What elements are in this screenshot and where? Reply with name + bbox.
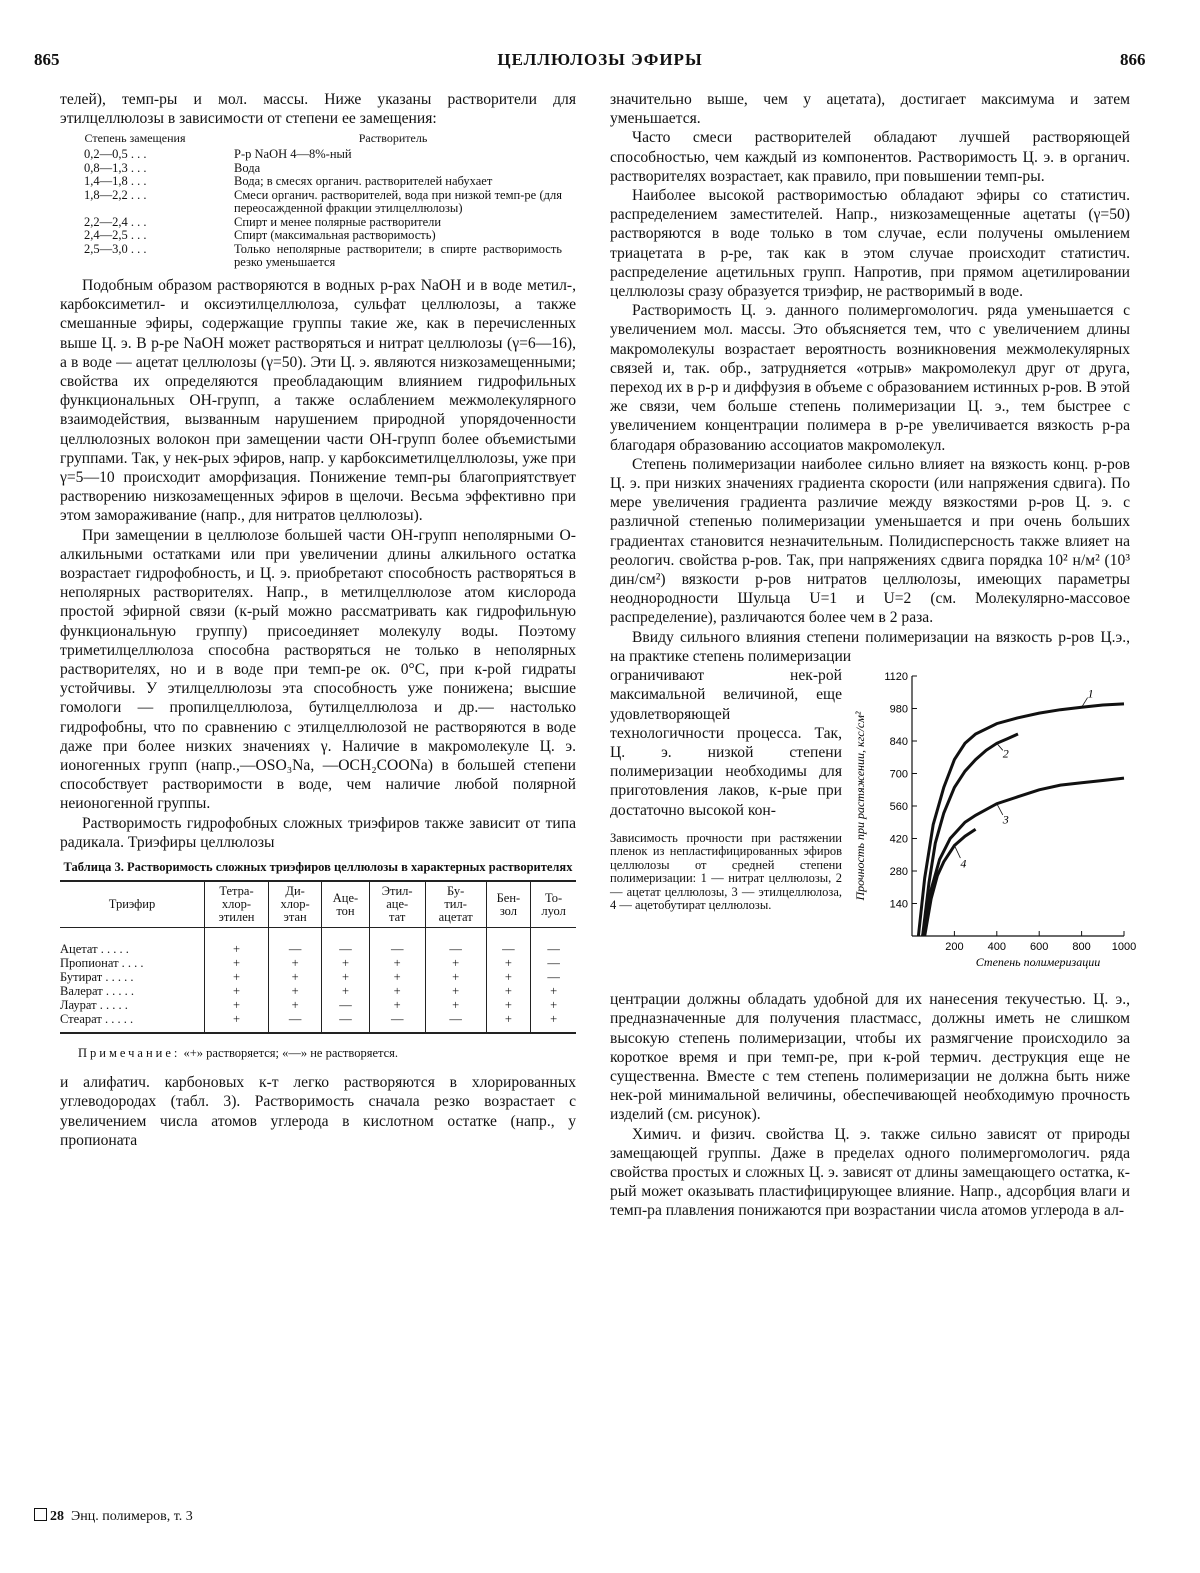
solubility-cell: + — [369, 956, 425, 970]
x-tick-label: 200 — [945, 941, 964, 954]
solubility-cell: — — [369, 928, 425, 957]
strength-chart — [842, 666, 1137, 986]
solvent-table-row — [60, 175, 576, 189]
paragraph: Наиболее высокой растворимостью обладают эфиры со статистич. распределением заместителей. Напр., низкозамещенные ацетаты (γ=50) растворяются в воде только в том случае, если получены омылением триацетата в р-ре, так как в этом случае происходит статистич. распределение ацетильных групп. Напротив, при прямом ацетилировании целлюлозы сразу образуется триэфир, не растворимый в воде. — [610, 187, 1130, 301]
y-tick-label: 700 — [889, 768, 908, 781]
table-row — [60, 1012, 576, 1033]
solvent-cell: Вода — [234, 160, 261, 175]
y-tick-label: 420 — [889, 833, 908, 846]
table-note-label: Примечание: — [78, 1046, 181, 1060]
solvent-table — [60, 132, 576, 270]
solvent-table-header-solvent: Растворитель — [358, 131, 428, 146]
solubility-cell: — — [531, 956, 576, 970]
y-tick-label: 1120 — [884, 671, 908, 684]
table-header-cell: То- луол — [531, 881, 576, 928]
triester-name: Бутират . . . . . — [60, 969, 134, 984]
solubility-cell: + — [425, 984, 486, 998]
series-line-3 — [923, 778, 1124, 936]
solubility-cell: — — [425, 928, 486, 957]
y-tick-label: 980 — [889, 703, 908, 716]
series-line-1 — [918, 704, 1124, 936]
table-note — [78, 1044, 576, 1063]
x-tick-label: 800 — [1072, 941, 1091, 954]
solubility-cell: + — [322, 956, 369, 970]
solubility-cell: — — [268, 928, 321, 957]
degree-cell: 0,8—1,3 . . . — [84, 160, 147, 175]
solubility-cell: + — [205, 956, 269, 970]
running-title: ЦЕЛЛЮЛОЗЫ ЭФИРЫ — [497, 50, 703, 69]
solubility-cell: + — [268, 984, 321, 998]
triester-name: Лаурат . . . . . — [60, 997, 128, 1012]
solubility-cell: — — [322, 998, 369, 1012]
paragraph: При замещении в целлюлозе большей части ОН-групп неполярными О-алкильными остатками или при увеличении длины алкильного остатка возрастает гидрофобность, и Ц. э. приобретают способность растворяться в неполярных растворителях. Напр., в метилцеллюлозе атом кислорода простой эфирной связи (к-рый можно рассматривать как гидрофильную функциональную группу) присоединяет молекулу воды. Поэтому триметилцеллюлоза способна растворяться не только в неполярных растворителях, но и в воде при темп-ре ок. 0°С, при к-рой гидраты устойчивы. У этилцеллюлозы эта способность уже понижена; высшие гомологи — пропилцеллюлоза, бутилцеллюлоза и др.— настолько гидрофобны, что по сравнению с этилцеллюлозой не растворяются в воде даже при более низких значениях γ. Наличие в макромолекуле Ц. э. ионогенных групп (напр.,—OSO₃Na, —OCH₂COONa) в большей степени способствует растворимости в воде, чем наличие любой полярной неионогенной группы. — [60, 526, 576, 813]
solvent-cell: Р-р NaOH 4—8%-ный — [234, 147, 352, 162]
solvent-table-row — [60, 162, 576, 176]
solubility-cell: + — [531, 984, 576, 998]
series-label-1: 1 — [1087, 686, 1094, 701]
x-tick-label: 1000 — [1111, 941, 1137, 954]
table-row — [60, 984, 576, 998]
y-tick-label: 840 — [889, 736, 908, 749]
solubility-cell: + — [205, 928, 269, 957]
solubility-cell: + — [369, 984, 425, 998]
paragraph: телей), темп-ры и мол. массы. Ниже указаны растворители для этилцеллюлозы в зависимости от степени ее замещения: — [60, 91, 576, 128]
x-tick-label: 400 — [987, 941, 1006, 954]
solubility-cell: + — [425, 970, 486, 984]
table-header-cell: Аце- тон — [322, 881, 369, 928]
solubility-cell: + — [268, 998, 321, 1012]
y-tick-label: 280 — [889, 866, 908, 879]
y-axis-label: Прочность при растяжении, кгс/см² — [853, 711, 867, 901]
table-header-cell: Этил- аце- тат — [369, 881, 425, 928]
square-mark-icon — [34, 1508, 47, 1521]
solvent-table-row — [60, 189, 576, 216]
x-tick-label: 600 — [1030, 941, 1049, 954]
solvent-cell: Вода; в смесях органич. растворителей набухает — [234, 174, 493, 189]
triester-name: Ацетат . . . . . — [60, 941, 129, 956]
triester-name: Пропионат . . . . — [60, 955, 144, 970]
wrapped-text — [610, 666, 842, 986]
paragraph: Химич. и физич. свойства Ц. э. также сильно зависят от природы замещающей группы. Даже в пределах одного полимергомологич. ряда свойства простых и сложных Ц. э. зависят от длины замещающего остатка, к-рый может оказывать пластифицирующее влияние. Напр., адсорбция влаги и темп-ра плавления понижаются при возрастании числа атомов углерода в ал- — [610, 1125, 1130, 1220]
solubility-cell: — — [268, 1012, 321, 1033]
table-header-cell: Триэфир — [60, 881, 205, 928]
solvent-table-row — [60, 229, 576, 243]
solubility-cell: — — [531, 970, 576, 984]
table-header-cell: Бу- тил- ацетат — [425, 881, 486, 928]
solubility-cell: + — [205, 1012, 269, 1033]
y-tick-label: 560 — [889, 801, 908, 814]
solubility-cell: + — [531, 1012, 576, 1033]
paragraph: Степень полимеризации наиболее сильно влияет на вязкость конц. р-ров Ц. э. при низких значениях градиента скорости (или напряжения сдвига). По мере увеличения градиента различие между вязкостями р-ров Ц. э. с различной степенью полимеризации уменьшается и при очень больших градиентах становится незначительным. Полидисперсность также влияет на реологич. свойства р-ров. Так, при напряжениях сдвига порядка 10² н/м² (10³ дин/см²) вязкости р-ров нитратов целлюлозы, имеющих параметры неоднородности Шульца U=1 и U=2 (см. Молекулярно-массовое распределение), различаются более чем в 2 раза. — [610, 455, 1130, 627]
degree-cell: 1,8—2,2 . . . — [84, 187, 147, 202]
solubility-cell: + — [425, 998, 486, 1012]
solubility-cell: + — [268, 970, 321, 984]
solubility-cell: — — [531, 928, 576, 957]
footer — [34, 1508, 193, 1525]
series-label-4: 4 — [960, 856, 967, 871]
table-row — [60, 956, 576, 970]
solvent-table-row — [60, 216, 576, 230]
solubility-cell: + — [369, 970, 425, 984]
table-note-text: «+» растворяется; «—» не растворяется. — [183, 1046, 399, 1060]
triester-table — [60, 880, 576, 1034]
table-row — [60, 928, 576, 957]
degree-cell: 1,4—1,8 . . . — [84, 174, 147, 189]
signature-number: 28 — [50, 1509, 64, 1524]
y-tick-label: 140 — [889, 898, 908, 911]
page-number-left: 865 — [34, 50, 60, 69]
solubility-cell: + — [486, 984, 531, 998]
solubility-cell: + — [425, 956, 486, 970]
solubility-cell: — — [369, 1012, 425, 1033]
solvent-cell: Смеси органич. растворителей, вода при низкой темп-ре (для переосажденной фракции этилцеллюлозы) — [234, 187, 562, 216]
page-number-right: 866 — [1120, 50, 1146, 69]
paragraph: Растворимость Ц. э. данного полимергомологич. ряда уменьшается с увеличением мол. массы. Это объясняется тем, что с увеличением длины макромолекулы возрастает вероятность возникновения межмолекулярных связей и, так. обр., затрудняется «отрыв» макромолекул друг от друга, переход их в р-р и диффузия в объеме с образованием истинных р-ров. В этой же связи, чем больше степень полимеризации Ц. э., тем быстрее с увеличением концентрации полимера в р-ре увеличивается вязкость р-ра благодаря образованию ассоциатов макромолекул. — [610, 302, 1130, 454]
series-label-3: 3 — [1002, 812, 1009, 827]
paragraph: Ввиду сильного влияния степени полимеризации на вязкость р-ров Ц.э., на практике степень полимеризации — [610, 628, 1130, 665]
table-row — [60, 998, 576, 1012]
solubility-cell: — — [322, 1012, 369, 1033]
solubility-cell: + — [322, 970, 369, 984]
paragraph: центрации должны обладать удобной для их нанесения текучестью. Ц. э., предназначенные для получения пластмасс, должны иметь не слишком высокую степень полимеризации, чтобы их размягчение происходило за короткое время и при темп-ре, при к-рой термич. деструкция еще не существенна. Вместе с тем степень полимеризации не должна быть ниже нек-рой минимальной величины, обеспечивающей необходимую прочность изделий (см. рисунок). — [610, 991, 1130, 1124]
table-header-cell: Бен- зол — [486, 881, 531, 928]
solvent-table-header-degree: Степень замещения — [84, 131, 186, 146]
degree-cell: 2,2—2,4 . . . — [84, 214, 147, 229]
solubility-cell: — — [486, 928, 531, 957]
solubility-cell: + — [205, 984, 269, 998]
paragraph: Часто смеси растворителей обладают лучшей растворяющей способностью, чем каждый из компонентов. Растворимость Ц. э. в органич. растворителях возрастает, как правило, при повышении темп-ры. — [610, 129, 1130, 185]
solvent-table-row — [60, 243, 576, 270]
footer-text: Энц. полимеров, т. 3 — [71, 1509, 193, 1524]
solubility-cell: + — [486, 998, 531, 1012]
solvent-cell: Спирт и менее полярные растворители — [234, 214, 442, 229]
solubility-cell: + — [268, 956, 321, 970]
solubility-cell: + — [205, 970, 269, 984]
paragraph: и алифатич. карбоновых к-т легко растворяются в хлорированных углеводородах (табл. 3). Растворимость сначала резко возрастает с увеличением числа атомов углерода в кислотном остатке (напр., у пропионата — [60, 1074, 576, 1149]
degree-cell: 2,4—2,5 . . . — [84, 228, 147, 243]
triester-name: Валерат . . . . . — [60, 983, 134, 998]
series-label-2: 2 — [1002, 746, 1009, 761]
degree-cell: 0,2—0,5 . . . — [84, 147, 147, 162]
solubility-cell: + — [322, 984, 369, 998]
solubility-cell: + — [369, 998, 425, 1012]
solubility-cell: + — [531, 998, 576, 1012]
paragraph: Подобным образом растворяются в водных р-рах NaOH и в воде метил-, карбоксиметил- и оксиэтилцеллюлоза, сульфат целлюлозы, а также смешанные эфиры, содержащие группы такие же, как в перечисленных выше Ц. э. В р-ре NaOH может растворяться и нитрат целлюлозы (γ=6—16), а в воде — ацетат целлюлозы (γ=50). Эти Ц. э. являются низкозамещенными; свойства их определяются преобладающим влиянием гидрофильных функциональных ОН-групп, а также ослаблением межмолекулярного взаимодействия, вызванным нарушением природной упорядоченности целлюлозных волокон при замещении части ОН-групп более объемистыми группами. Так, у нек-рых эфиров, напр. у карбоксиметилцеллюлозы, уже при γ=5—10 происходит аморфизация. Понижение темп-ры благоприятствует растворению низкозамещенных эфиров в щелочи. Весьма эффективно при этом замораживание (напр., для нитратов целлюлозы). — [60, 276, 576, 525]
table-header-cell: Тетра- хлор- этилен — [205, 881, 269, 928]
paragraph: Растворимость гидрофобных сложных триэфиров также зависит от типа радикала. Триэфиры целлюлозы — [60, 814, 576, 851]
left-column — [60, 90, 576, 1150]
triester-name: Стеарат . . . . . — [60, 1011, 134, 1026]
solubility-cell: — — [425, 1012, 486, 1033]
solvent-cell: Только неполярные растворители; в спирте растворимость резко уменьшается — [234, 241, 562, 270]
figure-wrap — [610, 666, 1137, 986]
solvent-cell: Спирт (максимальная растворимость) — [234, 228, 436, 243]
table-header-cell: Ди- хлор- этан — [268, 881, 321, 928]
table-row — [60, 970, 576, 984]
x-axis-label: Степень полимеризации — [975, 955, 1101, 970]
paragraph: ограничивают нек-рой максимальной величиной, еще удовлетворяющей технологичности процесса. Так, Ц. э. низкой степени полимеризации необходимы для приготовления лаков, к-рые при достаточно высокой кон- — [610, 667, 842, 819]
table-caption: Таблица 3. Растворимость сложных триэфиров целлюлозы в характерных растворителях — [63, 860, 573, 874]
solubility-cell: + — [486, 1012, 531, 1033]
solvent-table-row — [60, 148, 576, 162]
right-column — [610, 90, 1137, 1221]
solubility-cell: + — [486, 956, 531, 970]
series-line-2 — [923, 734, 1018, 936]
figure-caption: Зависимость прочности при растяжении пленок из непластифицированных эфиров целлюлозы от средней степени полимеризации: 1 — нитрат целлюлозы, 2 — ацетат целлюлозы, 3 — этилцеллюлоза, 4 — ацетобутират целлюлозы. — [610, 830, 842, 913]
degree-cell: 2,5—3,0 . . . — [84, 241, 147, 256]
solubility-cell: + — [205, 998, 269, 1012]
paragraph: значительно выше, чем у ацетата), достигает максимума и затем уменьшается. — [610, 91, 1130, 128]
solubility-cell: — — [322, 928, 369, 957]
solubility-cell: + — [486, 970, 531, 984]
